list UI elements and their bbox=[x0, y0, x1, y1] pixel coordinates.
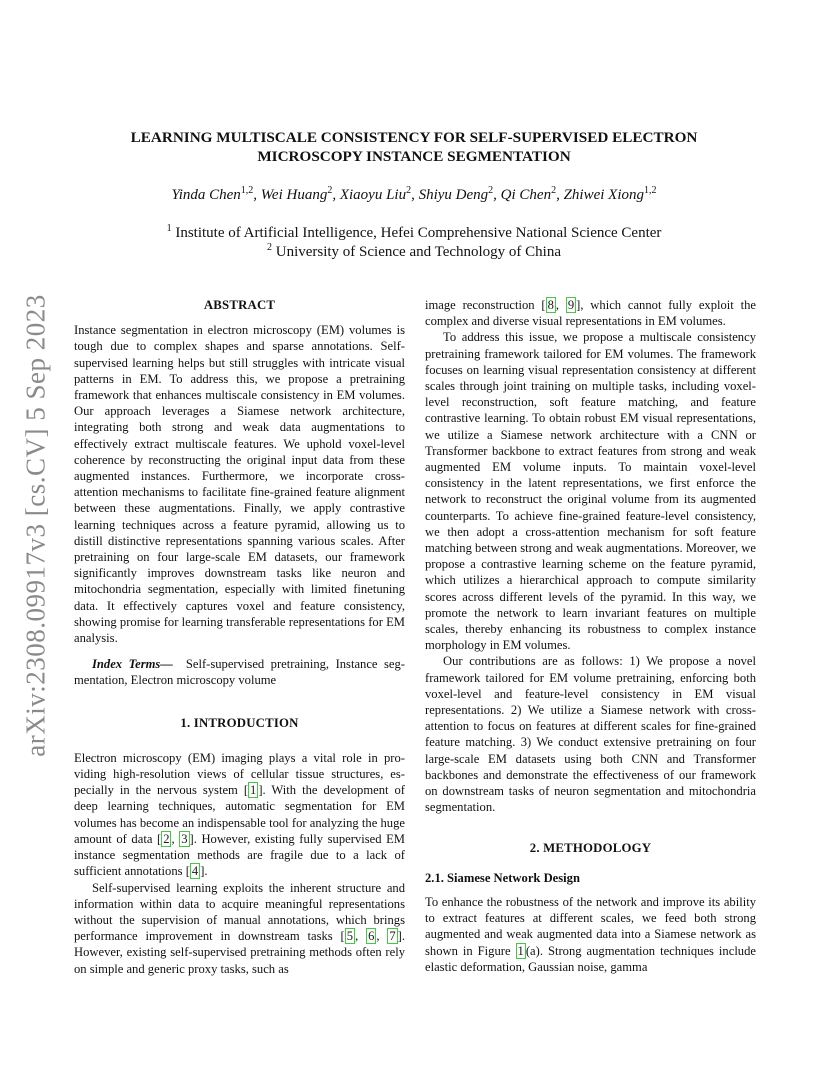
left-column bbox=[74, 297, 405, 977]
intro-heading: 1. INTRODUCTION bbox=[180, 715, 299, 730]
text-run: Self-supervised learning exploits the inherent structure and information within data to acquire meaningful representations without the supervision of manual annotations, which brings performance improvement in downstream tasks [ bbox=[74, 880, 405, 944]
affiliation-1 bbox=[60, 224, 768, 243]
citation-link[interactable]: 4 bbox=[191, 864, 199, 879]
text-run: , bbox=[376, 929, 388, 944]
text-run: image reconstruction [ bbox=[425, 298, 546, 312]
author-name: Wei Huang bbox=[260, 187, 328, 203]
citation-link[interactable]: 3 bbox=[181, 831, 188, 846]
index-terms-label: Index Terms— bbox=[92, 657, 173, 672]
affiliation-2 bbox=[60, 243, 768, 262]
paper-title bbox=[60, 128, 768, 166]
affil-mark: 1 bbox=[166, 223, 172, 234]
right-column bbox=[425, 297, 756, 975]
citation-link[interactable]: 6 bbox=[368, 929, 375, 944]
author-affil-mark: 2 bbox=[488, 185, 494, 196]
figure-link[interactable]: 1 bbox=[517, 943, 524, 958]
text-run: ]. However, existing self-supervised pretraining methods often rely on simple and generic proxy tasks, such as bbox=[74, 929, 405, 976]
text-run: , bbox=[555, 298, 566, 312]
affil-mark: 2 bbox=[266, 242, 272, 253]
title-line-2: MICROSCOPY INSTANCE SEGMENTATION bbox=[257, 148, 571, 165]
text-run: ]. However, existing fully supervised EM instance segmentation methods are fragile due to a lack of sufficient annotations [ bbox=[74, 831, 405, 879]
abstract-heading: ABSTRACT bbox=[203, 298, 276, 312]
arxiv-stamp-text: arXiv:2308.09917v3 [cs.CV] 5 Sep 2023 bbox=[20, 293, 51, 757]
author-affil-mark: 2 bbox=[406, 185, 412, 196]
citation-link[interactable]: 1 bbox=[250, 783, 257, 798]
author-name: Zhiwei Xiong bbox=[563, 187, 644, 203]
author-affil-mark: 2 bbox=[327, 185, 333, 196]
title-line-1: LEARNING MULTISCALE CONSISTENCY FOR SELF-SUPERVISED ELECTRON bbox=[130, 129, 698, 146]
citation-link[interactable]: 2 bbox=[163, 831, 170, 846]
intro-paragraph-2 bbox=[74, 880, 405, 977]
index-terms bbox=[74, 656, 405, 688]
citation-link[interactable]: 9 bbox=[567, 298, 575, 312]
author-name: Qi Chen bbox=[500, 187, 552, 203]
author-name: Yinda Chen bbox=[171, 187, 241, 203]
author-sep: , bbox=[332, 187, 340, 203]
text-run: Electron microscopy (EM) imaging plays a vital role in providing high-resolution views of cellular tissue structures, especially in the nervous system [ bbox=[74, 750, 405, 798]
text-run: (a). Strong augmentation techniques include elastic deformation, Gaussian noise, gamma bbox=[425, 943, 756, 974]
contributions-paragraph: Our contributions are as follows: 1) We propose a novel framework tailored for EM volume pretraining, enforcing both voxel-level and feature-level consistency in EM visual representations. 2) We utilize a Siamese network with cross-attention to focus on features at different scales for fine-grained feature matching. 3) We conduct extensive pretraining on four large-scale EM datasets using both CNN and Transformer backbones and demonstrate the effectiveness of our framework on downstream tasks of neuron segmentation and mitochondria segmentation. bbox=[425, 654, 756, 815]
text-run: , bbox=[355, 929, 367, 944]
author-list bbox=[60, 185, 768, 205]
text-run: ], which cannot fully exploit the complex and diverse visual representations in EM volumes. bbox=[425, 298, 756, 329]
text-run: ]. bbox=[200, 864, 208, 879]
arxiv-side-stamp bbox=[20, 290, 52, 760]
methodology-heading: 2. METHODOLOGY bbox=[529, 840, 652, 855]
intro-paragraph-1 bbox=[74, 750, 405, 880]
author-affil-mark: 1,2 bbox=[240, 185, 254, 196]
intro-paragraph-3: To address this issue, we propose a multiscale consistency pretraining framework tailored for EM volumes. The framework focuses on learning visual representation consistency at different scales through joint training on multiple tasks, including voxel-level reconstruction, soft feature matching, and feature contrastive learning. To obtain robust EM visual representations, we utilize a Siamese network architecture with a CNN or Transformer backbone to extract features from strong and weak augmented EM volume inputs. To maintain voxel-level consistency in the latent representations, we first enforce the network to reconstruct the original volume from its augmented counterparts. To achieve fine-grained feature-level consistency, we then adopt a cross-attention mechanism for soft feature matching between strong and weak augmentations. Moreover, we propose a contrastive learning scheme on the feature pyramid, which utilizes a hierarchical approach to compute similarity scores across different levels of the pyramid. In this way, we promote the network to learn invariant features on multiple scales, thereby enhancing its robustness to complex instance morphology in EM volumes. bbox=[425, 330, 756, 653]
citation-link[interactable]: 8 bbox=[547, 298, 554, 312]
citation-link[interactable]: 5 bbox=[346, 929, 354, 944]
affiliations bbox=[60, 224, 768, 262]
author-name: Shiyu Deng bbox=[418, 187, 489, 203]
text-run: ]. With the development of deep learning techniques, automatic segmentation for EM volumes has become an indispensable tool for analyzing the huge amount of data [ bbox=[74, 783, 405, 846]
text-run: , bbox=[171, 831, 180, 846]
author-affil-mark: 2 bbox=[551, 185, 557, 196]
index-terms-text: Self-supervised pretraining, Instance segmentation, Electron microscopy volume bbox=[74, 657, 405, 688]
affil-text: Institute of Artificial Intelligence, Hefei Comprehensive National Science Center bbox=[175, 225, 662, 241]
citation-link[interactable]: 7 bbox=[389, 929, 396, 944]
affil-text: University of Science and Technology of China bbox=[275, 244, 562, 260]
method-paragraph-1 bbox=[425, 894, 756, 975]
author-sep: , bbox=[556, 187, 564, 203]
author-sep: , bbox=[253, 187, 261, 203]
author-sep: , bbox=[411, 187, 419, 203]
author-affil-mark: 1,2 bbox=[644, 185, 657, 196]
author-sep: , bbox=[493, 187, 501, 203]
subsection-heading: 2.1. Siamese Network Design bbox=[425, 870, 580, 885]
text-run: To enhance the robustness of the network and improve its ability to extract features at different scales, we feed both strong augmented and weak augmented data into a Siamese network as shown in Figure bbox=[425, 894, 756, 958]
abstract-text: Instance segmentation in electron microscopy (EM) volumes is tough due to complex shapes and sparse annotations. Self-supervised learning helps but still struggles with intricate visual patterns in EM. To address this, we propose a pretraining framework that enhances multiscale consistency in EM volumes. Our approach leverages a Siamese network architecture, integrating both strong and weak data augmentations to effectively extract multiscale features. We uphold voxel-level coherence by reconstructing the original input data from these augmented instances. Furthermore, we incorporate cross-attention mechanisms to facilitate fine-grained feature alignment between these augmentations. Finally, we apply contrastive learning techniques across a feature pyramid, allowing us to distill distinctive representations spanning various scales. After pretraining on four large-scale EM datasets, our framework significantly improves downstream tasks like neuron and mitochondria segmentation, especially with limited finetuning data. It effectively captures voxel and feature consistency, showing promise for learning transferable representations for EM analysis. bbox=[74, 323, 405, 646]
author-name: Xiaoyu Liu bbox=[339, 187, 407, 203]
intro-continuation bbox=[425, 297, 756, 329]
